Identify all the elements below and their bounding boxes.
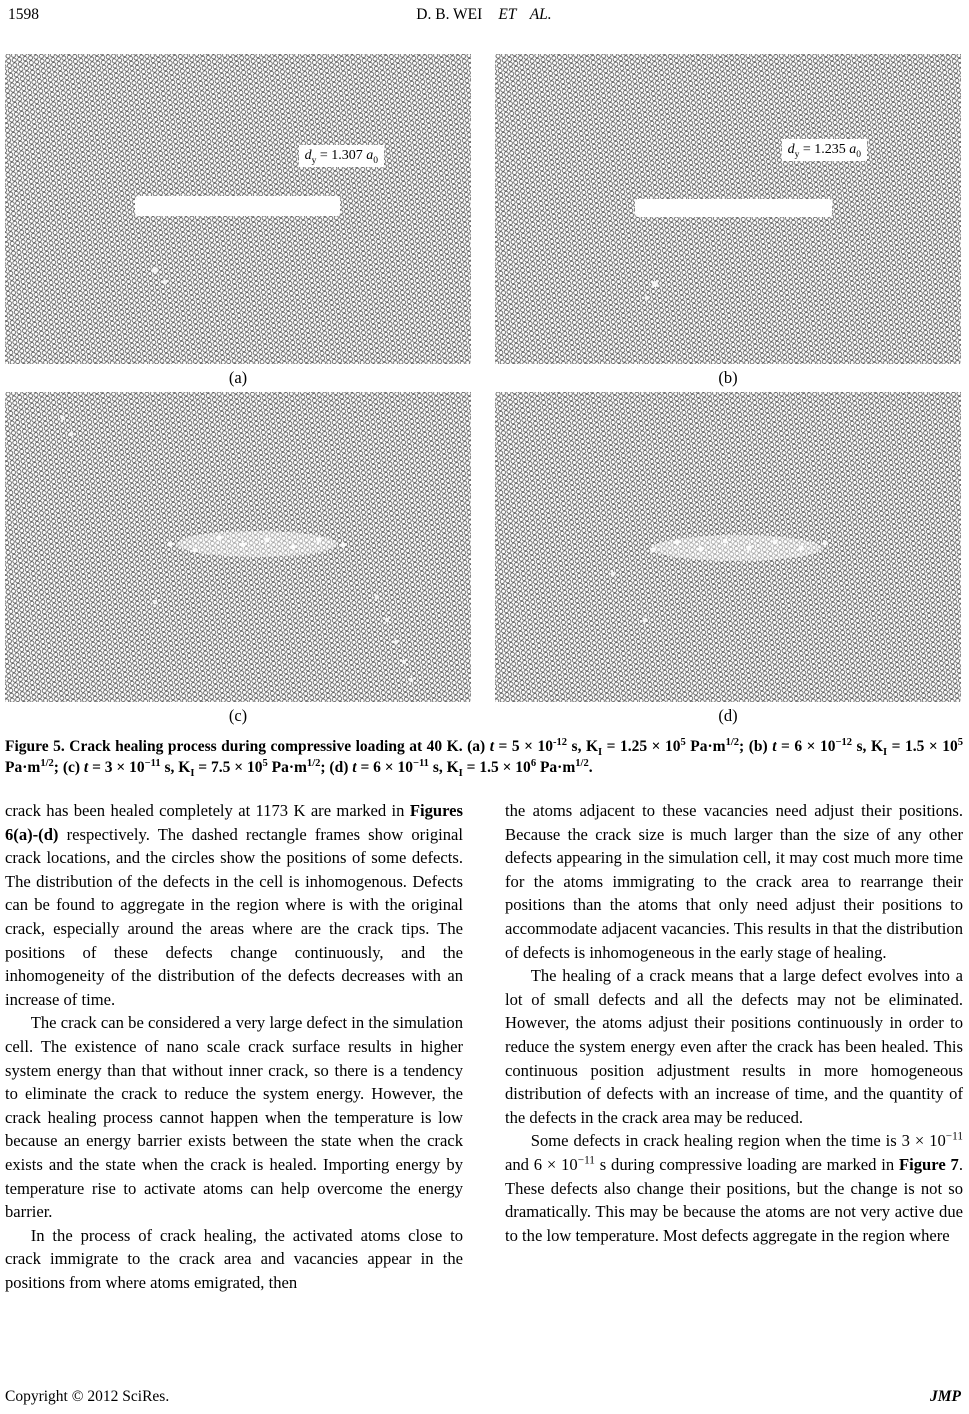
simulation-panel-d <box>495 392 961 702</box>
paragraph: crack has been healed completely at 1173 K are marked in Figures 6(a)-(d) respectively. The dashed rectangle frames show original crack locations, and the circles show the positions of some defects. The distribution of the defects in the cell is inhomogenous. Defects can be found to aggregate in the region where is with the original crack, especially around the areas where are the crack tips. The positions of these defects change continuously, and the inhomogeneity of the distribution of the defects decreases with an increase of time. <box>5 801 463 1009</box>
simulation-panel-a <box>5 54 471 364</box>
paragraph: The healing of a crack means that a large defect evolves into a lot of small defects and all the defects may not be eliminated. However, the atoms adjust their positions continuously in order to reduce the system energy even after the crack has been healed. This continuous position adjustment results in more homogeneous distribution of defects with an increase of time, and the quantity of the defects in the crack area may be reduced. <box>505 966 963 1127</box>
atom-lattice-image-a <box>5 54 471 364</box>
figure-5 <box>5 54 963 778</box>
atom-lattice-image-b <box>495 54 961 364</box>
panel-label-d: (d) <box>718 706 738 725</box>
figure-panel-cell-b <box>495 54 961 392</box>
paragraph: The crack can be considered a very large defect in the simulation cell. The existence of nano scale crack surface results in higher system energy than that without inner crack, so there is a tendency to eliminate the crack to reduce the system energy. However, the crack healing process cannot happen when the temperature is low because an energy barrier exists between the state when the crack exists and the state when the crack is healed. Importing energy by temperature rise to activate atoms can help overcome the energy barrier. <box>5 1013 463 1222</box>
simulation-panel-b <box>495 54 961 364</box>
crack-width-annotation-b: $d_y = 1.235$ $a_0$ <box>782 139 867 161</box>
running-head-authors: D. B. WEI <box>416 6 483 23</box>
figure-panel-cell-c <box>5 392 471 730</box>
body-text <box>5 799 963 1294</box>
page-number: 1598 <box>8 6 39 23</box>
paragraph: In the process of crack healing, the activated atoms close to crack immigrate to the crack area and vacancies appear in the positions from where atoms emigrated, then <box>5 1225 463 1292</box>
page-footer <box>5 1388 961 1406</box>
simulation-panel-c <box>5 392 471 702</box>
crack-slit <box>635 199 832 217</box>
left-column <box>5 799 463 1294</box>
atom-lattice-image-d <box>495 392 961 702</box>
panel-label-b: (b) <box>718 368 738 387</box>
panel-label-c: (c) <box>228 706 248 725</box>
page-header <box>5 5 963 54</box>
journal-abbreviation: JMP <box>930 1388 961 1405</box>
figure-panel-cell-d <box>495 392 961 730</box>
crack-width-annotation-a: $d_y = 1.307$ $a_0$ <box>299 145 384 167</box>
paragraph: the atoms adjacent to these vacancies need adjust their positions. Because the crack size is much larger than the size of any other defects appearing in the simulation cell, it may cost much more time for the atoms immigrating to the crack area to rearrange their positions than the atoms that only need adjust their positions to accommodate adjacent vacancies. This results in that the distribution of defects is inhomogeneous in the early stage of healing. <box>505 801 963 962</box>
figure-caption: Figure 5. Crack healing process during compressive loading at 40 K. (a) $t = 5 \times 10^{-12}$ s, $K_I = 1.25 \times 10^5$ $Pa\cdot m^{1/2}$; (b) $t = 6 \times 10^{-12}$ s, $K_I = 1.5 \times 10^5$ $Pa\cdot m^{1/2}$; (c) $t = 3 \times 10^{-11}$ s, $K_I = 7.5 \times 10^5$ $Pa\cdot m^{1/2}$; (d) $t = 6 \times 10^{-11}$ s, $K_I = 1.5 \times 10^6$ $Pa\cdot m^{1/2}$. <box>5 736 963 779</box>
crack-slit <box>135 196 340 216</box>
running-head <box>5 6 963 24</box>
panel-label-a: (a) <box>228 368 248 387</box>
atom-lattice-image-c <box>5 392 471 702</box>
running-head-etal: ET AL. <box>498 6 552 23</box>
copyright-notice: Copyright © 2012 SciRes. <box>5 1388 170 1405</box>
figure-panel-cell-a <box>5 54 471 392</box>
figure-panel-grid <box>5 54 963 730</box>
paragraph: Some defects in crack healing region when the time is $3 \times 10^{-11}$ and $6 \times 10^{-11}$ s during compressive loading are marked in Figure 7. These defects also change their positions, but the change is not so dramatically. This may be because the atoms are not very active due to the low temperature. Most defects aggregate in the region where <box>505 1130 964 1245</box>
right-column <box>505 799 963 1294</box>
